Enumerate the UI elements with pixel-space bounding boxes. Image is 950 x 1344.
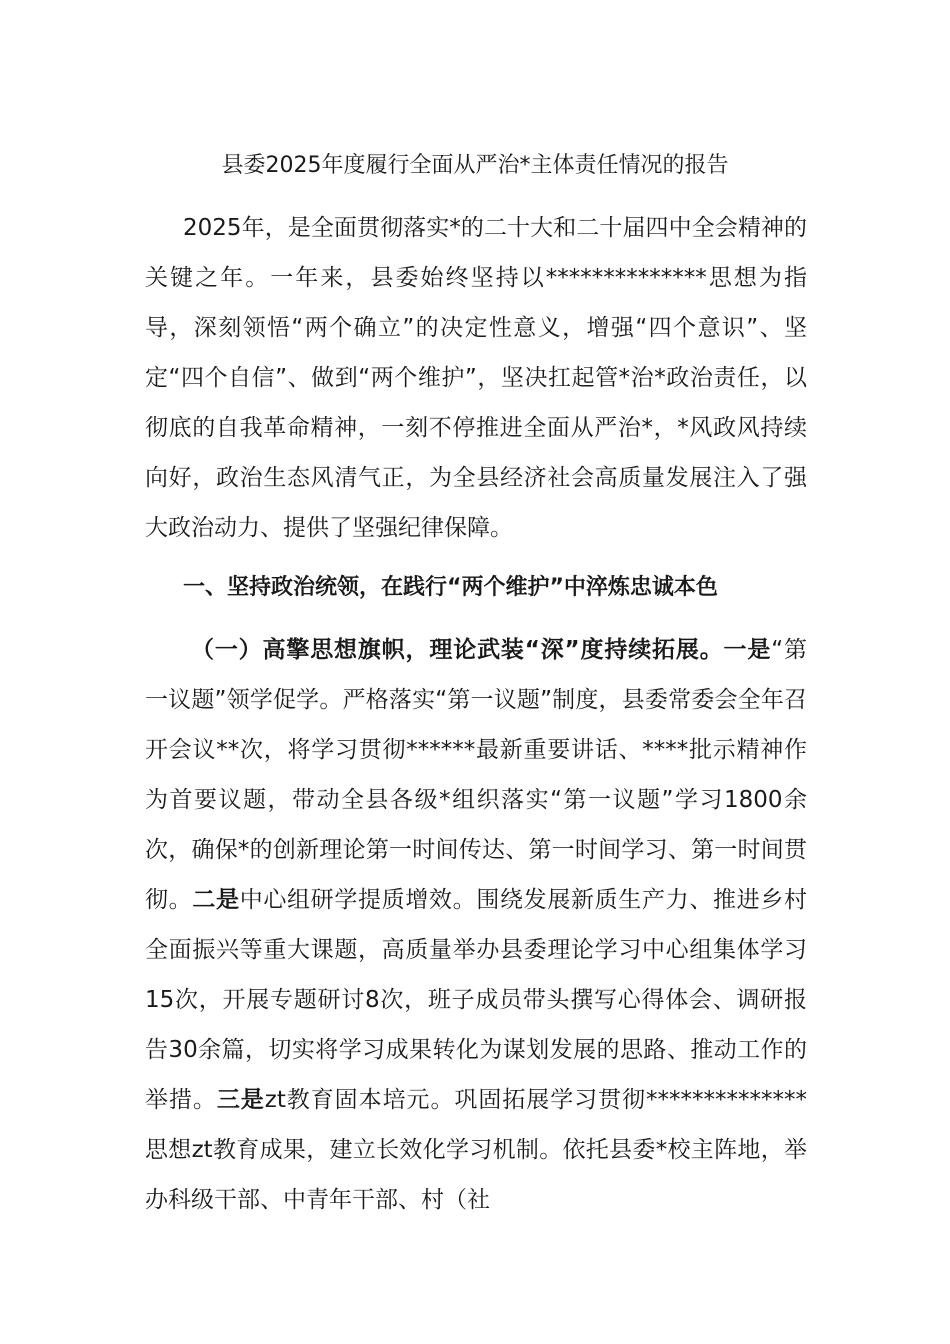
bold-marker-third: 三是 bbox=[216, 1087, 265, 1113]
paragraph-text-part-a: “第一议题”领学促学。严格落实“第一议题”制度，县委常委会全年召开会议**次，将学习贯彻******最新重要讲话、****批示精神作为首要议题，带动全县各级*组织落实“第一议题”学习1800余次，确保*的创新理论第一时间传达、第一时间学习、第一时间贯彻。 bbox=[145, 637, 808, 913]
intro-paragraph: 2025年，是全面贯彻落实*的二十大和二十届四中全会精神的关键之年。一年来，县委始终坚持以**************思想为指导，深刻领悟“两个确立”的决定性意义，增强“四个意识”、坚定“四个自信”、做到“两个维护”，坚决扛起管*治*政治责任，以彻底的自我革命精神，一刻不停推进全面从严治*，*风政风持续向好，政治生态风清气正，为全县经济社会高质量发展注入了强大政治动力、提供了坚强纪律保障。 bbox=[145, 215, 807, 541]
section-1-1-paragraph bbox=[145, 625, 807, 1225]
paragraph-text-part-b: 中心组研学提质增效。围绕发展新质生产力、推进乡村全面振兴等重大课题，高质量举办县委理论学习中心组集体学习15次，开展专题研讨8次，班子成员带头撰写心得体会、调研报告30余篇，切实将学习成果转化为谋划发展的思路、推动工作的举措。 bbox=[145, 887, 808, 1113]
section-heading-1: 一、坚持政治统领，在践行“两个维护”中淬炼忠诚本色 bbox=[183, 575, 718, 600]
paragraph-text-part-c: zt教育固本培元。巩固拓展学习贯彻**************思想zt教育成果，建立长效化学习机制。依托县委*校主阵地，举办科级干部、中青年干部、村（社 bbox=[145, 1087, 808, 1213]
document-title: 县委2025年度履行全面从严治*主体责任情况的报告 bbox=[221, 153, 729, 178]
subsection-heading-bold: （一）高擎思想旗帜，理论武装“深”度持续拓展。一是 bbox=[191, 637, 772, 663]
bold-marker-second: 二是 bbox=[192, 887, 240, 913]
